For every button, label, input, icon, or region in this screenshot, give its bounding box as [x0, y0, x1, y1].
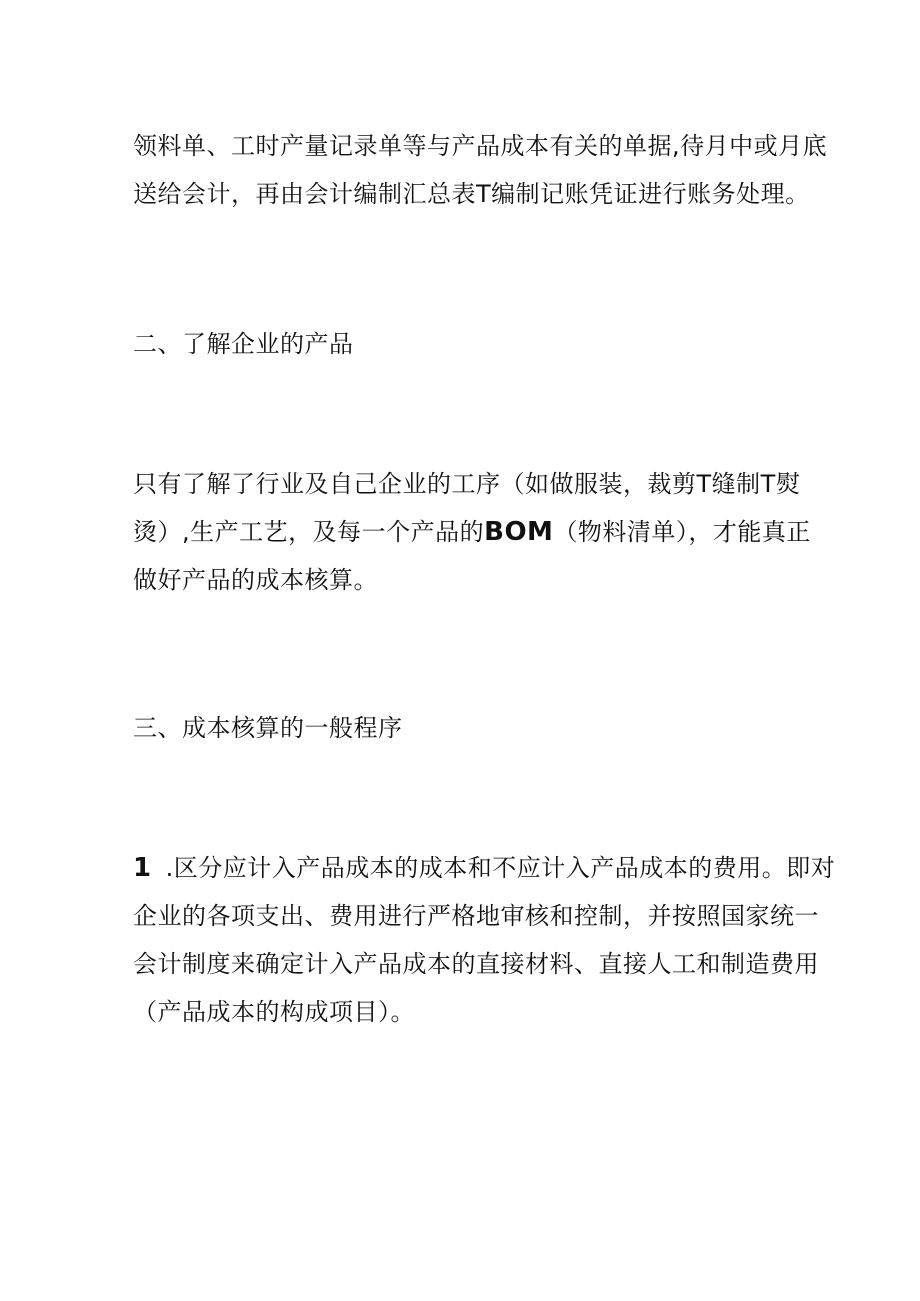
paragraph-line: 会计制度来确定计入产品成本的直接材料、直接人工和制造费用 [133, 950, 819, 978]
paragraph-text: 烫）,生产工艺，及每一个产品的 [133, 518, 485, 546]
paragraph-line [133, 508, 813, 556]
paragraph-line [133, 844, 836, 892]
paragraph-distinguish-costs [133, 844, 836, 1036]
list-item-number: 1 [133, 853, 152, 883]
section-heading-text: 三、成本核算的一般程序 [133, 714, 403, 742]
paragraph-line: 只有了解了行业及自己企业的工序（如做服装，裁剪T缝制T熨 [133, 470, 801, 498]
section-heading-cost-procedure [133, 704, 813, 752]
paragraph-line: （产品成本的构成项目）。 [133, 998, 415, 1026]
bom-term: BOM [484, 517, 554, 547]
paragraph-line: 领料单、工时产量记录单等与产品成本有关的单据,待月中或月底 [133, 132, 828, 160]
paragraph-line: 送给会计，再由会计编制汇总表T编制记账凭证进行账务处理。 [133, 180, 810, 208]
paragraph-text: .区分应计入产品成本的成本和不应计入产品成本的费用。即对 [165, 854, 836, 882]
section-heading-text: 二、了解企业的产品 [133, 330, 354, 358]
paragraph-line: 做好产品的成本核算。 [133, 566, 378, 594]
section-heading-understand-products [133, 320, 813, 368]
paragraph-line: 企业的各项支出、费用进行严格地审核和控制，并按照国家统一 [133, 902, 819, 930]
paragraph-documents-to-accounting [133, 122, 828, 218]
paragraph-process-and-bom [133, 460, 813, 604]
paragraph-text: （物料清单），才能真正 [553, 518, 811, 546]
